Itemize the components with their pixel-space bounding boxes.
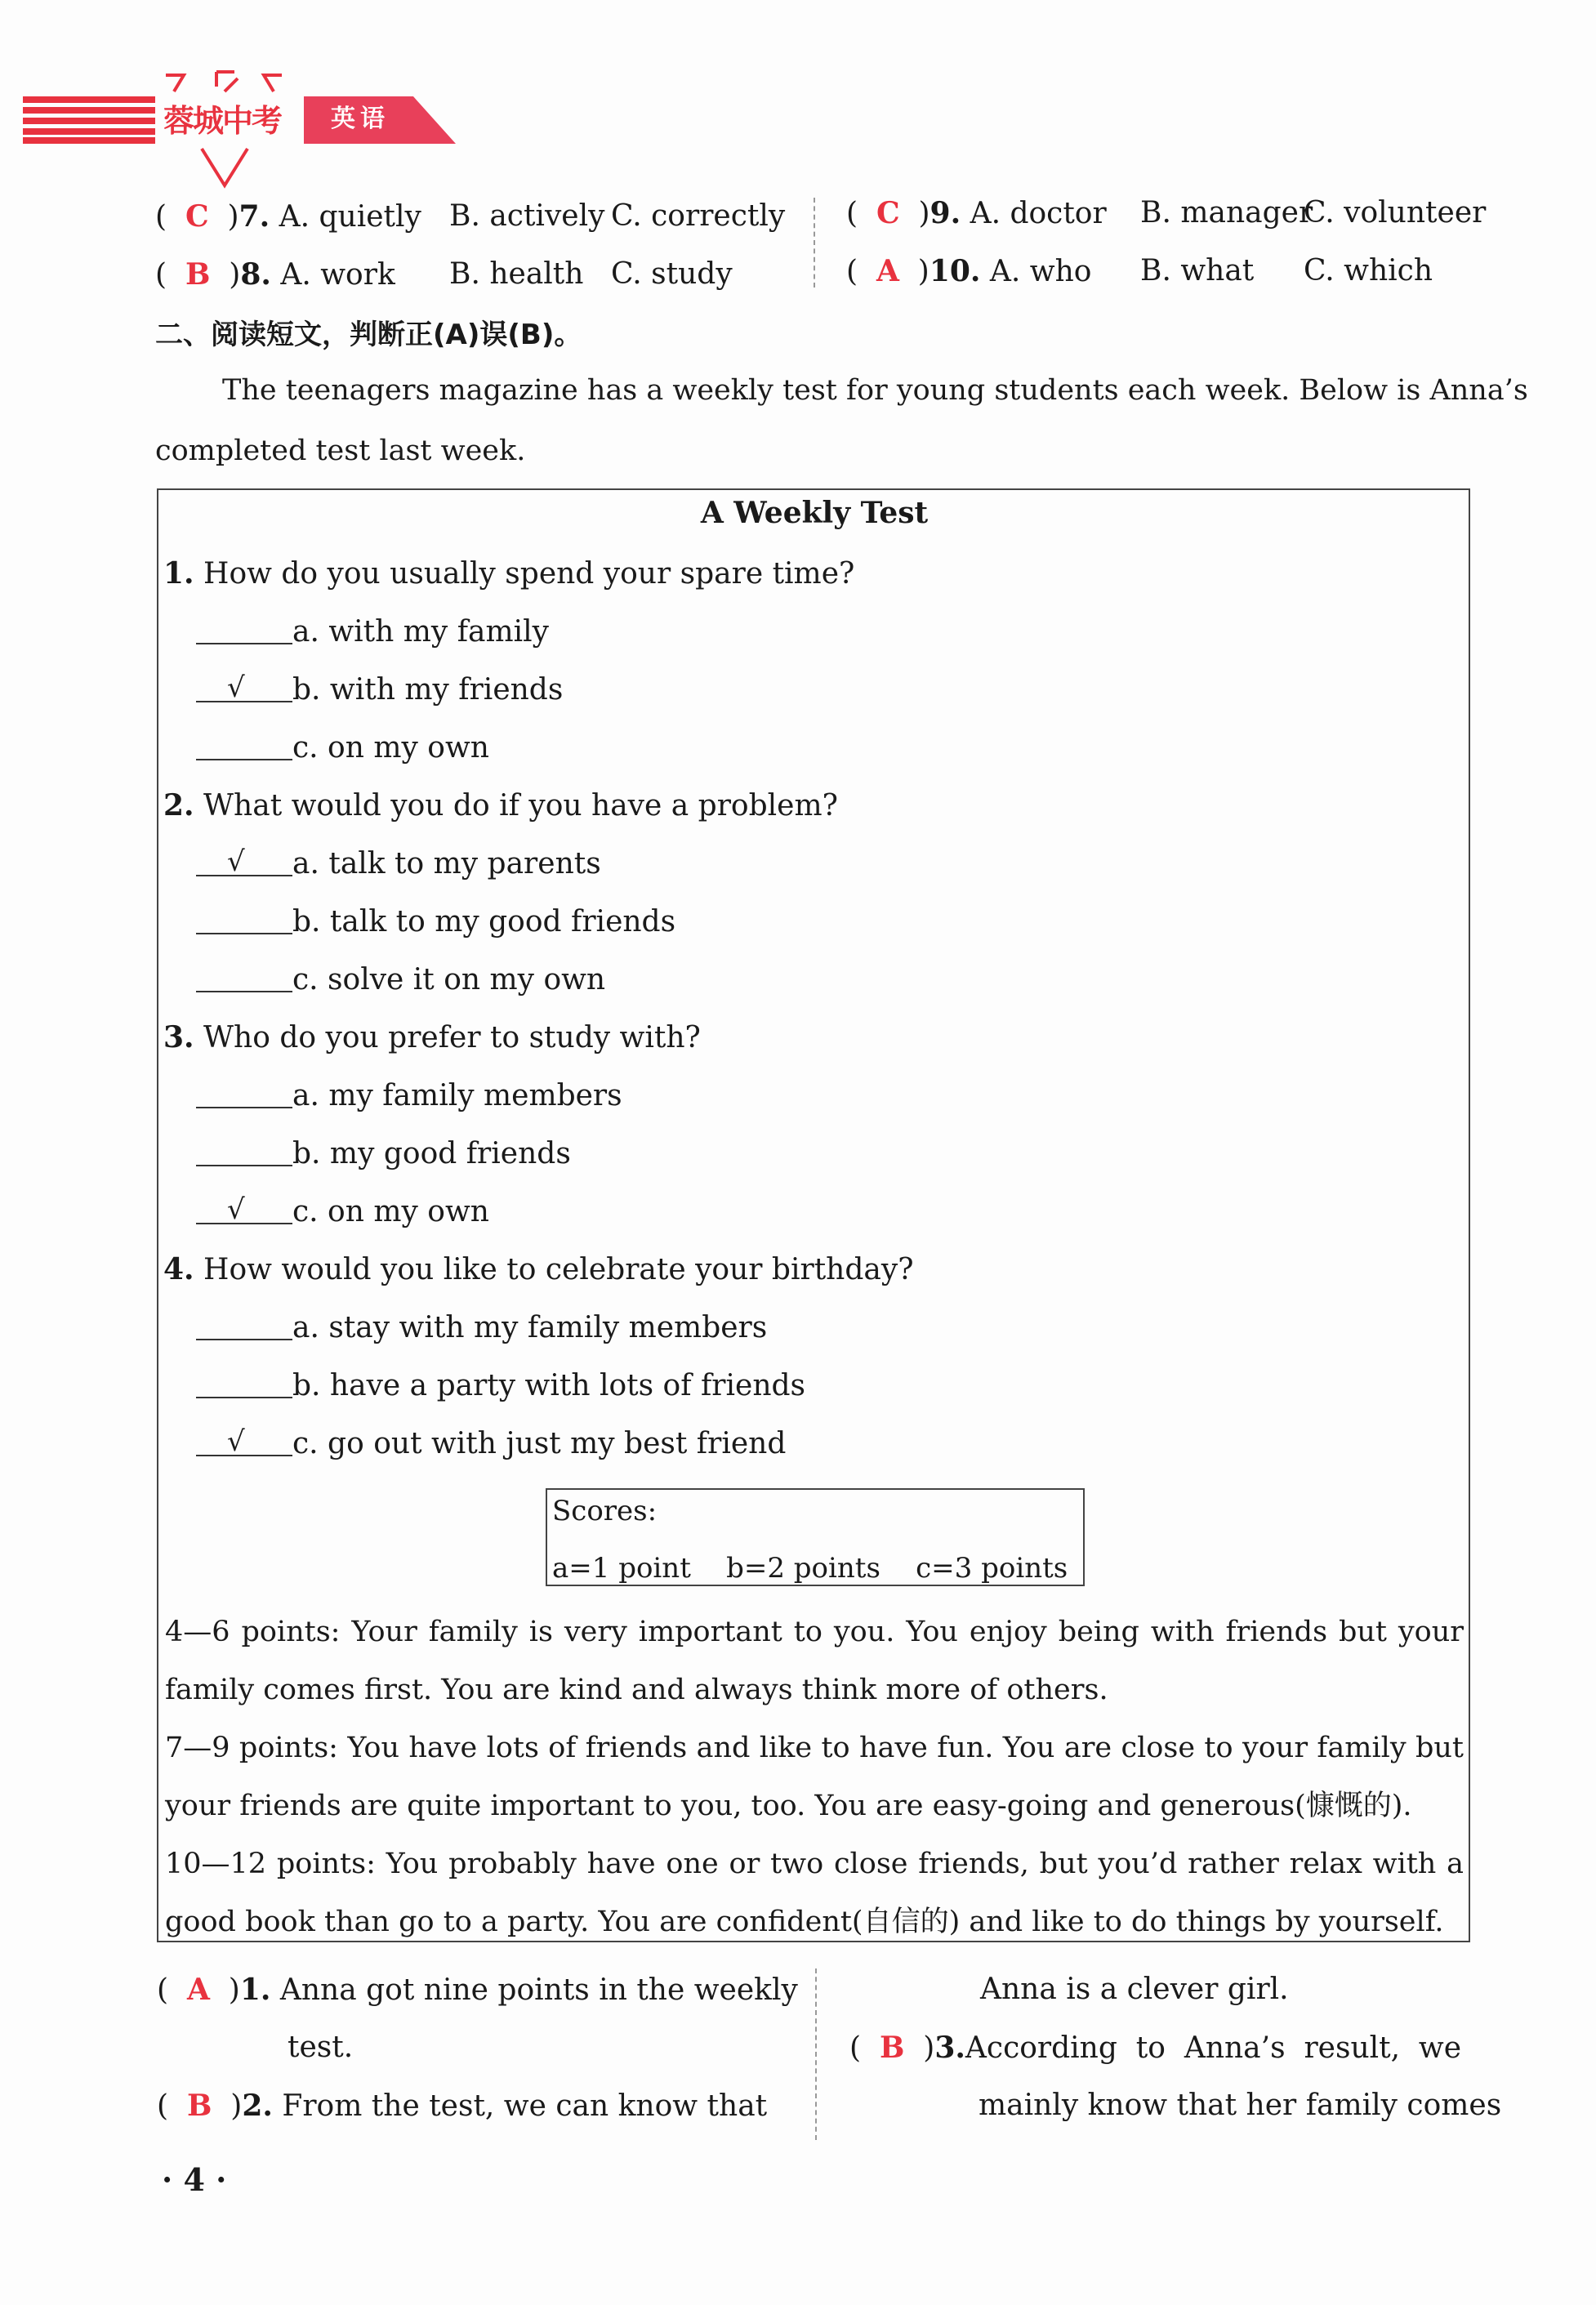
column-divider — [814, 198, 815, 288]
test-option: b. talk to my good friends — [196, 903, 675, 940]
result-line: family comes first. You are kind and always think more of others. — [165, 1674, 1108, 1706]
option-b: B. what — [1140, 254, 1255, 288]
test-option: c. solve it on my own — [196, 961, 605, 998]
check-icon: √ — [227, 1425, 245, 1458]
answer-blank[interactable] — [196, 1135, 292, 1166]
judgment-1: ( A )1. Anna got nine points in the weekly — [157, 1973, 798, 2007]
answer-blank[interactable] — [196, 1425, 292, 1456]
answer-blank[interactable] — [196, 671, 292, 702]
answer-letter: B — [879, 2031, 905, 2065]
page-number: · 4 · — [162, 2161, 227, 2198]
test-option: √ b. with my friends — [196, 671, 563, 708]
option-b: B. manager — [1140, 196, 1313, 230]
header-stripes — [23, 96, 155, 144]
option-b: B. health — [449, 257, 584, 291]
option-b: B. actively — [449, 199, 605, 233]
scores-line: a=1 point b=2 points c=3 points — [552, 1552, 1068, 1585]
judgment-2-cont: Anna is a clever girl. — [980, 1973, 1289, 2006]
option-c: C. study — [611, 257, 733, 291]
test-option: a. stay with my family members — [196, 1309, 767, 1346]
option-c: C. which — [1304, 254, 1433, 288]
judgment-3-cont: mainly know that her family comes — [979, 2089, 1502, 2122]
scores-title: Scores: — [552, 1495, 658, 1527]
answer-letter: A — [186, 1973, 210, 2007]
test-question: 3. Who do you prefer to study with? — [163, 1020, 701, 1054]
answer-blank[interactable] — [196, 729, 292, 760]
answer-row-8: ( B )8. A. work — [155, 257, 395, 292]
column-divider-bottom — [815, 1968, 817, 2140]
test-option: √ c. go out with just my best friend — [196, 1425, 786, 1462]
answer-blank[interactable] — [196, 961, 292, 992]
answer-letter: C — [876, 196, 900, 230]
test-title: A Weekly Test — [700, 496, 929, 530]
answer-row-10: ( A )10. A. who — [846, 254, 1092, 288]
logo-text: 蓉城中考 — [163, 103, 282, 139]
option-c: C. volunteer — [1304, 196, 1487, 230]
test-option: b. my good friends — [196, 1135, 571, 1172]
test-question: 4. How would you like to celebrate your birthday? — [163, 1252, 914, 1286]
test-option: a. with my family — [196, 613, 549, 650]
answer-blank[interactable] — [196, 845, 292, 876]
section-heading: 二、阅读短文，判断正(A)误(B)。 — [155, 319, 582, 351]
check-icon: √ — [227, 1193, 245, 1226]
test-question: 2. What would you do if you have a problem? — [163, 788, 838, 823]
test-question: 1. How do you usually spend your spare time? — [163, 556, 855, 591]
test-option: c. on my own — [196, 729, 489, 766]
answer-letter: C — [185, 199, 209, 234]
answer-row-9: ( C )9. A. doctor — [846, 196, 1107, 230]
answer-row-7: ( C )7. A. quietly — [155, 199, 421, 234]
intro-line-1: The teenagers magazine has a weekly test for young students each week. Below is Anna’s — [222, 374, 1528, 407]
result-line: good book than go to a party. You are confident(自信的) and like to do things by yourself. — [165, 1906, 1444, 1938]
check-icon: √ — [227, 671, 245, 704]
check-icon: √ — [227, 845, 245, 878]
answer-blank[interactable] — [196, 903, 292, 934]
test-option: √ a. talk to my parents — [196, 845, 601, 882]
test-option: a. my family members — [196, 1077, 622, 1114]
test-option: √ c. on my own — [196, 1193, 489, 1230]
answer-letter: B — [186, 2089, 212, 2123]
answer-blank[interactable] — [196, 1309, 292, 1340]
judgment-3: ( B )3.According to Anna’s result, we — [849, 2031, 1462, 2065]
test-option: b. have a party with lots of friends — [196, 1367, 805, 1404]
subject-label: 英语 — [331, 105, 390, 133]
judgment-2: ( B )2. From the test, we can know that — [157, 2089, 768, 2123]
judgment-1-cont: test. — [288, 2031, 354, 2064]
result-line: 10—12 points: You probably have one or two close friends, but you’d rather relax with a — [165, 1848, 1464, 1880]
answer-blank[interactable] — [196, 613, 292, 644]
answer-blank[interactable] — [196, 1193, 292, 1224]
option-c: C. correctly — [611, 199, 786, 233]
result-line: your friends are quite important to you, too. You are easy-going and generous(慷慨的). — [165, 1790, 1412, 1822]
answer-blank[interactable] — [196, 1077, 292, 1108]
intro-line-2: completed test last week. — [155, 435, 526, 467]
answer-letter: B — [185, 257, 211, 292]
result-line: 4—6 points: Your family is very important to you. You enjoy being with friends but your — [165, 1616, 1464, 1648]
answer-letter: A — [876, 254, 899, 288]
answer-blank[interactable] — [196, 1367, 292, 1398]
result-line: 7—9 points: You have lots of friends and like to have fun. You are close to your family but — [165, 1732, 1464, 1764]
